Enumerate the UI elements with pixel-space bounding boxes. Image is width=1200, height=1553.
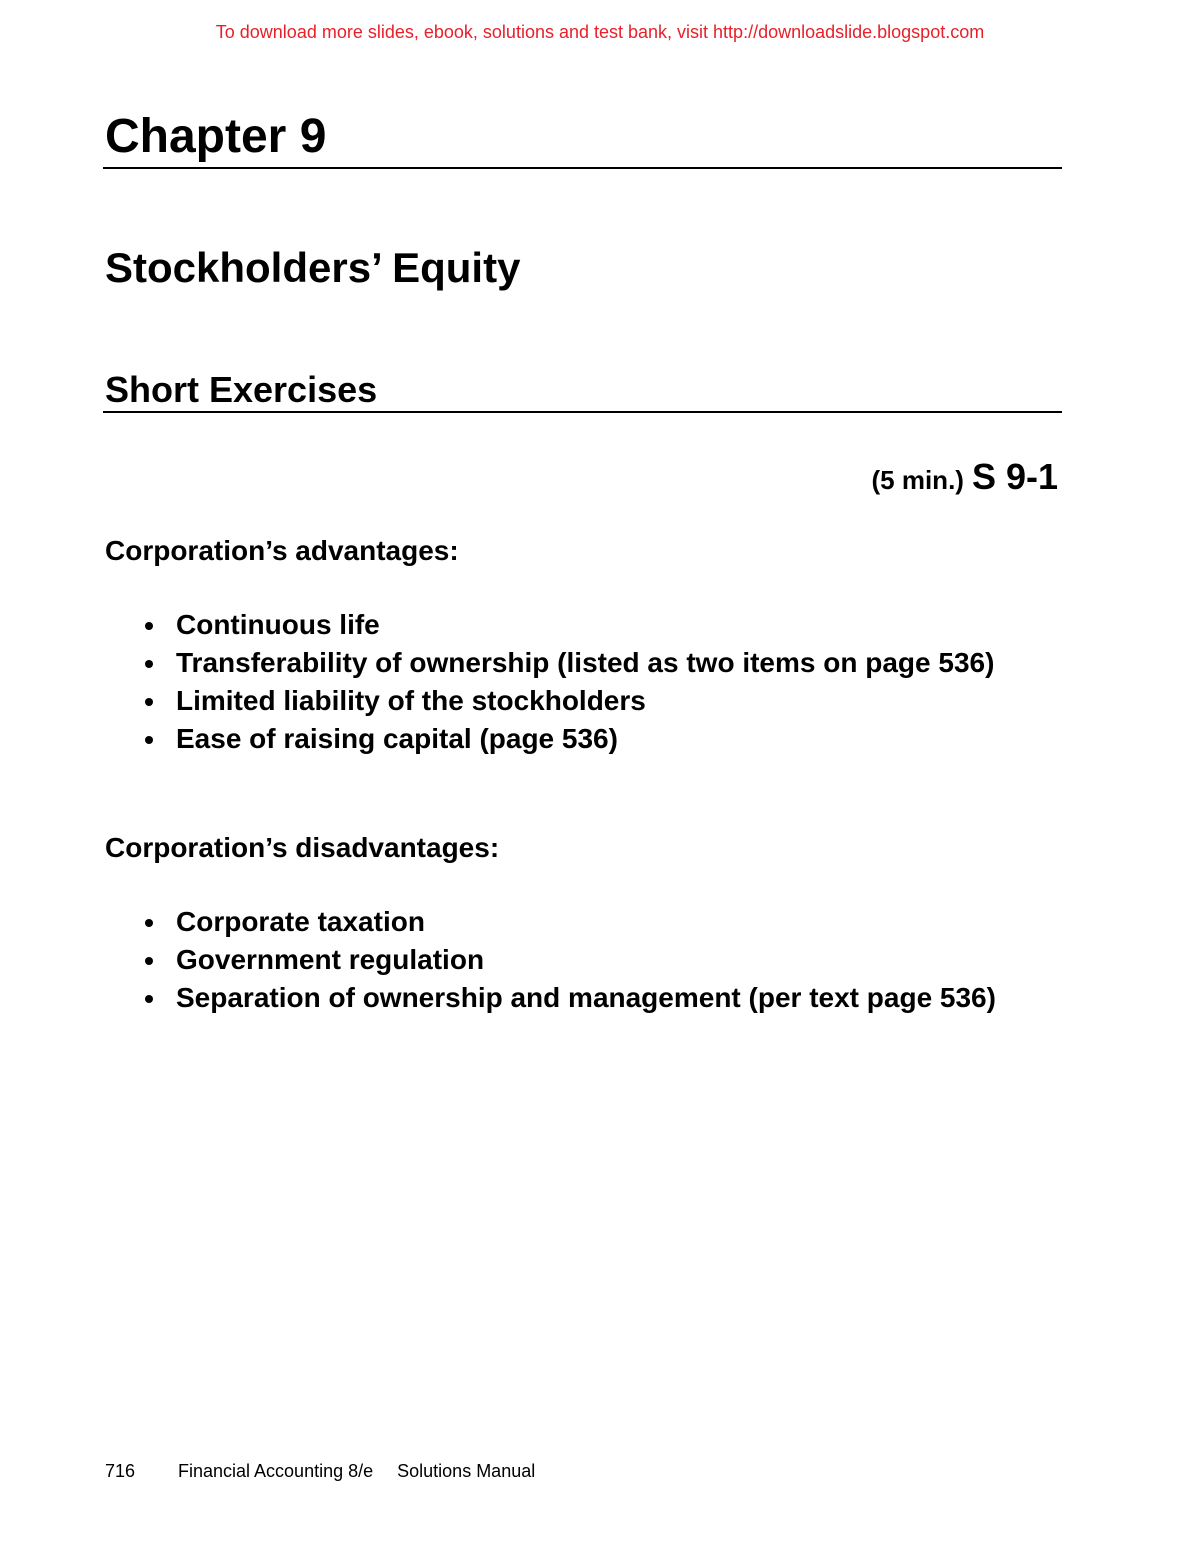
page-footer: [105, 1461, 535, 1482]
disadvantages-heading: Corporation’s disadvantages:: [105, 832, 500, 863]
bullet-icon: [145, 957, 153, 965]
chapter-title: Chapter 9: [105, 110, 327, 163]
manual-label: Solutions Manual: [397, 1461, 536, 1481]
disadvantages-list: [105, 903, 1035, 1017]
exercise-id: S 9-1: [971, 456, 1058, 497]
list-item: [105, 941, 1035, 979]
list-item-text: Government regulation: [176, 944, 485, 975]
chapter-divider: [103, 167, 1062, 169]
bullet-icon: [145, 660, 153, 668]
bullet-icon: [145, 995, 153, 1003]
list-item-text: Continuous life: [176, 609, 380, 640]
bullet-icon: [145, 919, 153, 927]
exercise-time: (5 min.): [871, 465, 964, 495]
advantages-heading: Corporation’s advantages:: [105, 535, 459, 566]
list-item: [105, 644, 1035, 682]
book-title: Financial Accounting 8/e: [178, 1461, 374, 1481]
chapter-subject: Stockholders’ Equity: [105, 244, 521, 291]
list-item-text: Corporate taxation: [176, 906, 425, 937]
list-item: [105, 903, 1035, 941]
section-title: Short Exercises: [105, 369, 378, 410]
download-banner: To download more slides, ebook, solutions and test bank, visit http://downloadslide.blogspot.com: [215, 22, 985, 42]
list-item: [105, 720, 1035, 758]
list-item-text: Transferability of ownership (listed as two items on page 536): [176, 647, 995, 678]
bullet-icon: [145, 622, 153, 630]
advantages-list: [105, 606, 1035, 758]
list-item: [105, 606, 1035, 644]
list-item-text: Ease of raising capital (page 536): [176, 723, 618, 754]
page-number: 716: [105, 1461, 136, 1481]
exercise-label: [872, 456, 1059, 498]
section-divider: [103, 411, 1062, 413]
list-item-text: Separation of ownership and management (per text page 536): [176, 982, 996, 1013]
list-item: [105, 979, 1035, 1017]
list-item-text: Limited liability of the stockholders: [176, 685, 646, 716]
list-item: [105, 682, 1035, 720]
bullet-icon: [145, 698, 153, 706]
bullet-icon: [145, 736, 153, 744]
